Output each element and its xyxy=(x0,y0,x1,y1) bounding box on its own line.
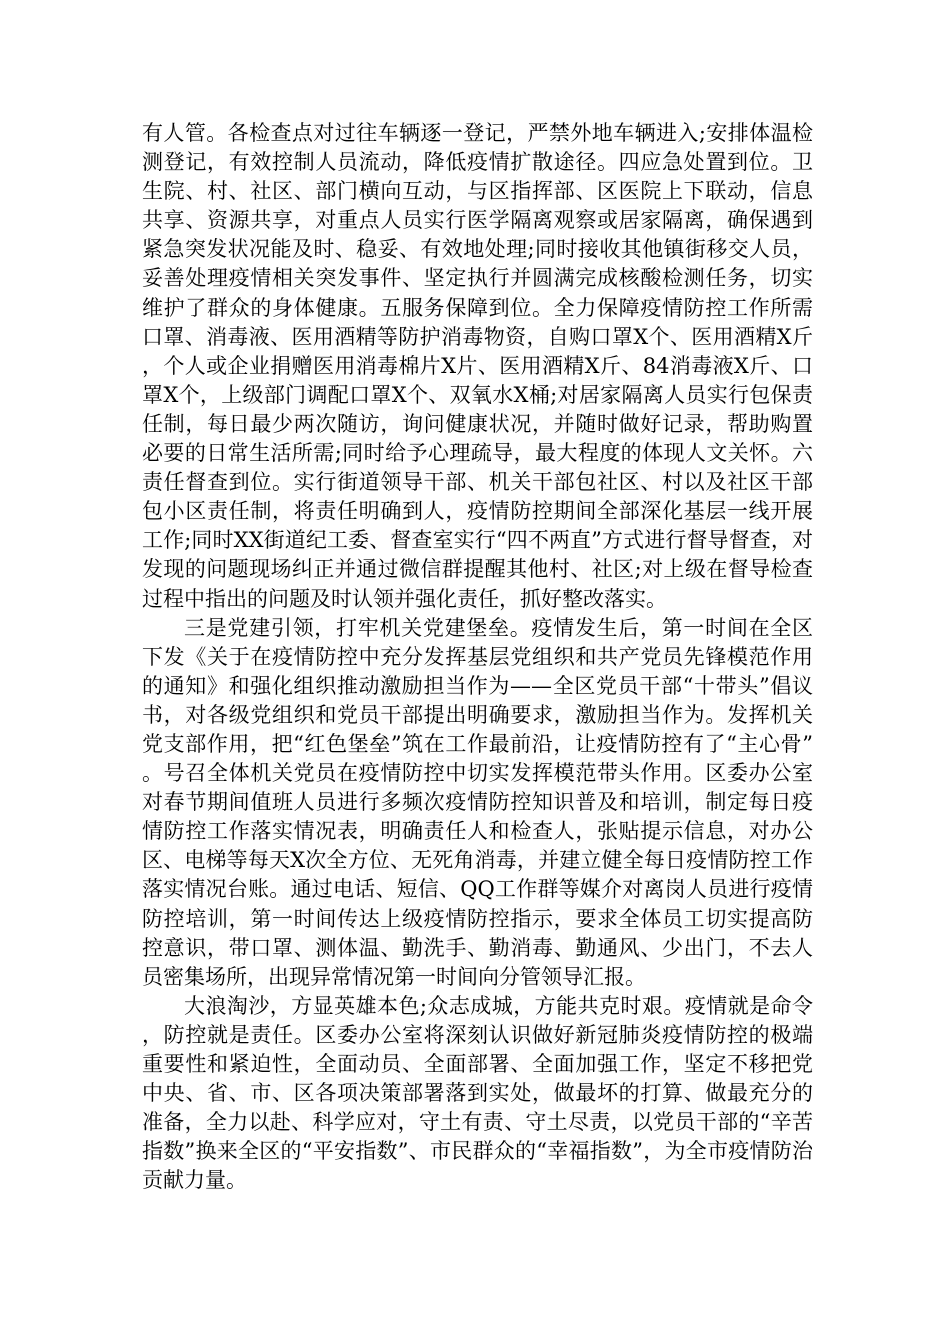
paragraph-conclusion: 大浪淘沙，方显英雄本色;众志成城，方能共克时艰。疫情就是命令，防控就是责任。区委办公室将深刻认识做好新冠肺炎疫情防控的极端重要性和紧迫性，全面动员、全面部署、全面加强工作，坚定不移把党中央、省、市、区各项决策部署落到实处，做最坏的打算、做最充分的准备，全力以赴、科学应对，守土有责、守土尽责，以党员干部的“辛苦指数”换来全区的“平安指数”、市民群众的“幸福指数”，为全市疫情防治贡献力量。 xyxy=(142,993,813,1193)
paragraph-party-building: 三是党建引领，打牢机关党建堡垒。疫情发生后，第一时间在全区下发《关于在疫情防控中充分发挥基层党组织和共产党员先锋模范作用的通知》和强化组织推动激励担当作为——全区党员干部“十带头”倡议书，对各级党组织和党员干部提出明确要求，激励担当作为。发挥机关党支部作用，把“红色堡垒”筑在工作最前沿，让疫情防控有了“主心骨”。号召全体机关党员在疫情防控中切实发挥模范带头作用。区委办公室对春节期间值班人员进行多频次疫情防控知识普及和培训，制定每日疫情防控工作落实情况表，明确责任人和检查人，张贴提示信息，对办公区、电梯等每天X次全方位、无死角消毒，并建立健全每日疫情防控工作落实情况台账。通过电话、短信、QQ工作群等媒介对离岗人员进行疫情防控培训，第一时间传达上级疫情防控指示，要求全体员工切实提高防控意识，带口罩、测体温、勤洗手、勤消毒、勤通风、少出门，不去人员密集场所，出现异常情况第一时间向分管领导汇报。 xyxy=(142,615,813,989)
paragraph-epidemic-measures: 有人管。各检查点对过往车辆逐一登记，严禁外地车辆进入;安排体温检测登记，有效控制人员流动，降低疫情扩散途径。四应急处置到位。卫生院、村、社区、部门横向互动，与区指挥部、区医院上下联动，信息共享、资源共享，对重点人员实行医学隔离观察或居家隔离，确保遇到紧急突发状况能及时、稳妥、有效地处理;同时接收其他镇街移交人员，妥善处理疫情相关突发事件、坚定执行并圆满完成核酸检测任务，切实维护了群众的身体健康。五服务保障到位。全力保障疫情防控工作所需口罩、消毒液、医用酒精等防护消毒物资，自购口罩X个、医用酒精X斤，个人或企业捐赠医用消毒棉片X片、医用酒精X斤、84消毒液X斤、口罩X个，上级部门调配口罩X个、双氧水X桶;对居家隔离人员实行包保责任制，每日最少两次随访，询问健康状况，并随时做好记录，帮助购置必要的日常生活所需;同时给予心理疏导，最大程度的体现人文关怀。六责任督查到位。实行街道领导干部、机关干部包社区、村以及社区干部包小区责任制，将责任明确到人，疫情防控期间全部深化基层一线开展工作;同时XX街道纪工委、督查室实行“四不两直”方式进行督导督查，对发现的问题现场纠正并通过微信群提醒其他村、社区;对上级在督导检查过程中指出的问题及时认领并强化责任，抓好整改落实。 xyxy=(142,121,813,611)
document-body xyxy=(142,119,813,1195)
